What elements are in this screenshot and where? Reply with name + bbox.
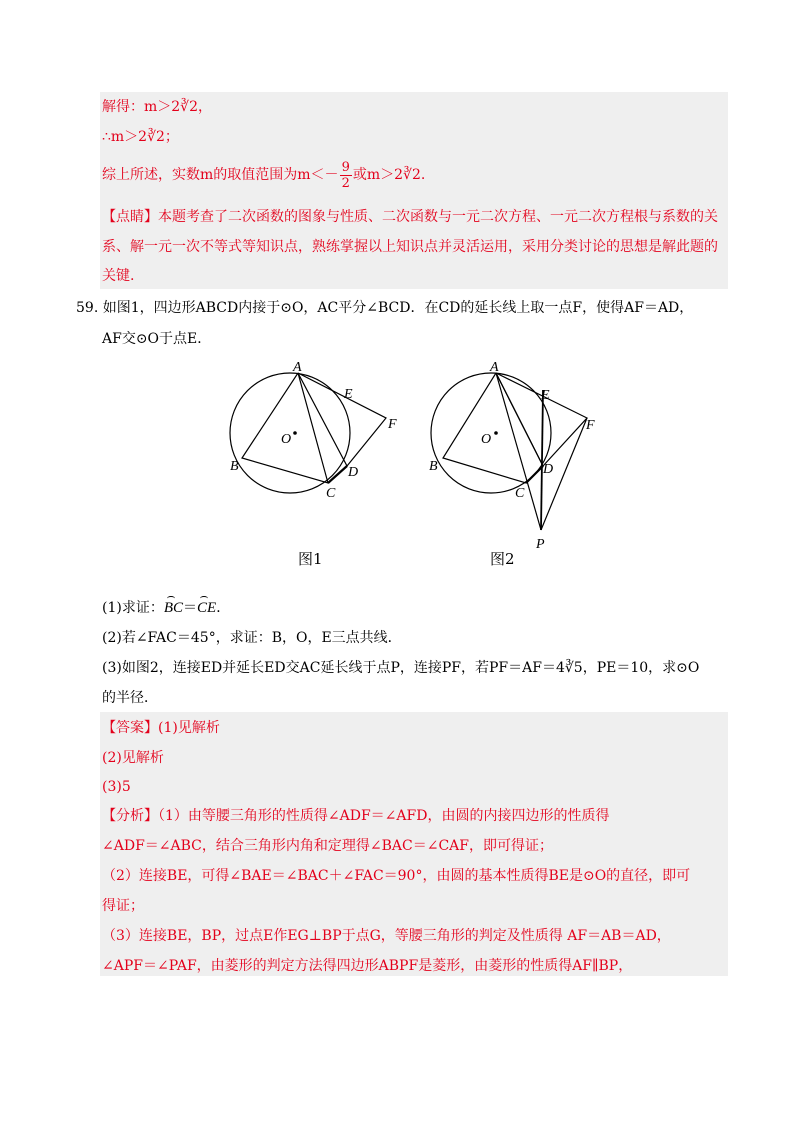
figure-1 — [222, 360, 422, 540]
problem-line-1 — [76, 298, 693, 318]
answer-1: (1)见解析 — [158, 720, 220, 736]
range-text-pre: 综上所述，实数m的取值范围为m＜－ — [102, 167, 339, 183]
fig2-label-c: C — [515, 486, 525, 501]
fig1-label-b: B — [230, 459, 239, 474]
analysis-tag: 【分析】 — [102, 808, 158, 824]
answer-tag: 【答案】 — [102, 720, 158, 736]
comment-line-3: 关键. — [102, 268, 135, 284]
fig1-label-f: F — [388, 417, 397, 432]
fraction-numerator: 9 — [341, 159, 350, 175]
analysis-line-4: 得证； — [102, 898, 144, 914]
answer-line-3: (3)5 — [102, 779, 131, 795]
question-2: (2)若∠FAC＝45°，求证：B，O，E三点共线． — [102, 630, 402, 646]
arc-bc: BC — [163, 600, 184, 616]
question-1 — [102, 598, 230, 618]
fig2-label-e: E — [541, 388, 550, 403]
analysis-text-1: （1）由等腰三角形的性质得∠ADF＝∠AFD，由圆的内接四边形的性质得 — [158, 808, 610, 824]
arc-ce: CE — [197, 600, 217, 616]
fig2-label-o: O — [481, 432, 492, 447]
figure-2 — [423, 360, 623, 560]
question-1-equals: ＝ — [183, 600, 198, 616]
fig2-label-p: P — [536, 537, 545, 552]
fig2-cd-bold — [526, 466, 543, 483]
fig2-label-b: B — [429, 459, 438, 474]
fig2-label-f: F — [586, 418, 595, 433]
problem-text-1: 如图1，四边形ABCD内接于⊙O，AC平分∠BCD．在CD的延长线上取一点F，使得AF＝AD， — [102, 300, 694, 316]
fig1-center-dot — [293, 431, 297, 435]
solution-line-3 — [102, 157, 425, 193]
comment-text-1: 本题考查了二次函数的图象与性质、二次函数与一元二次方程、一元二次方程根与系数的关 — [158, 209, 718, 225]
range-text-post: 或m＞2∛2. — [352, 167, 426, 183]
analysis-line-2: ∠ADF＝∠ABC，结合三角形内角和定理得∠BAC＝∠CAF，即可得证； — [102, 838, 553, 854]
question-3-line-2: 的半径． — [102, 690, 158, 706]
fraction-nine-halves — [340, 160, 352, 191]
fig1-label-d: D — [348, 465, 359, 480]
problem-number: 59. — [76, 300, 99, 316]
problem-line-2: AF交⊙O于点E． — [102, 331, 212, 347]
fig2-line-ep — [541, 390, 543, 530]
analysis-line-3: （2）连接BE，可得∠BAE＝∠BAC＋∠FAC＝90°，由圆的基本性质得BE是⊙O的直径，即可 — [102, 868, 691, 884]
fraction-denominator: 2 — [341, 175, 350, 191]
solution-line-1: 解得：m＞2∛2， — [102, 99, 213, 115]
fig1-label-c: C — [326, 486, 336, 501]
comment-line-1 — [102, 207, 718, 227]
analysis-line-6: ∠APF＝∠PAF，由菱形的判定方法得四边形ABPF是菱形，由菱形的性质得AF∥BP， — [102, 958, 633, 974]
fig1-label-o: O — [281, 432, 292, 447]
fig2-line-ap — [496, 373, 541, 530]
question-1-prefix: (1)求证： — [102, 600, 164, 616]
analysis-line-5: （3）连接BE，BP，过点E作EG⊥BP于点G，等腰三角形的判定及性质得 AF＝AB＝AD， — [102, 928, 671, 944]
fig1-label-e: E — [344, 387, 353, 402]
question-3-line-1: (3)如图2，连接ED并延长ED交AC延长线于点P，连接PF，若PF＝AF＝4∛5，PE＝10，求⊙O — [102, 660, 700, 676]
fig1-label-a: A — [293, 360, 302, 375]
analysis-line-1 — [102, 806, 609, 826]
figure-2-caption: 图2 — [490, 550, 515, 568]
comment-line-2: 系、解一元一次不等式等知识点，熟练掌握以上知识点并灵活运用，采用分类讨论的思想是解此题的 — [102, 239, 718, 255]
fig2-quadrilateral — [443, 373, 543, 483]
fig2-label-a: A — [490, 360, 499, 375]
fig1-cd-bold — [328, 466, 347, 483]
figure-1-caption: 图1 — [298, 550, 323, 568]
answer-line-2: (2)见解析 — [102, 750, 164, 766]
fig2-center-dot — [494, 431, 498, 435]
comment-tag: 【点睛】 — [102, 209, 158, 225]
answer-line-1 — [102, 718, 220, 738]
question-1-end: ． — [216, 600, 231, 616]
fig2-label-d: D — [543, 462, 554, 477]
solution-line-2: ∴m＞2∛2； — [102, 129, 179, 145]
fig2-line-ad — [496, 373, 543, 466]
